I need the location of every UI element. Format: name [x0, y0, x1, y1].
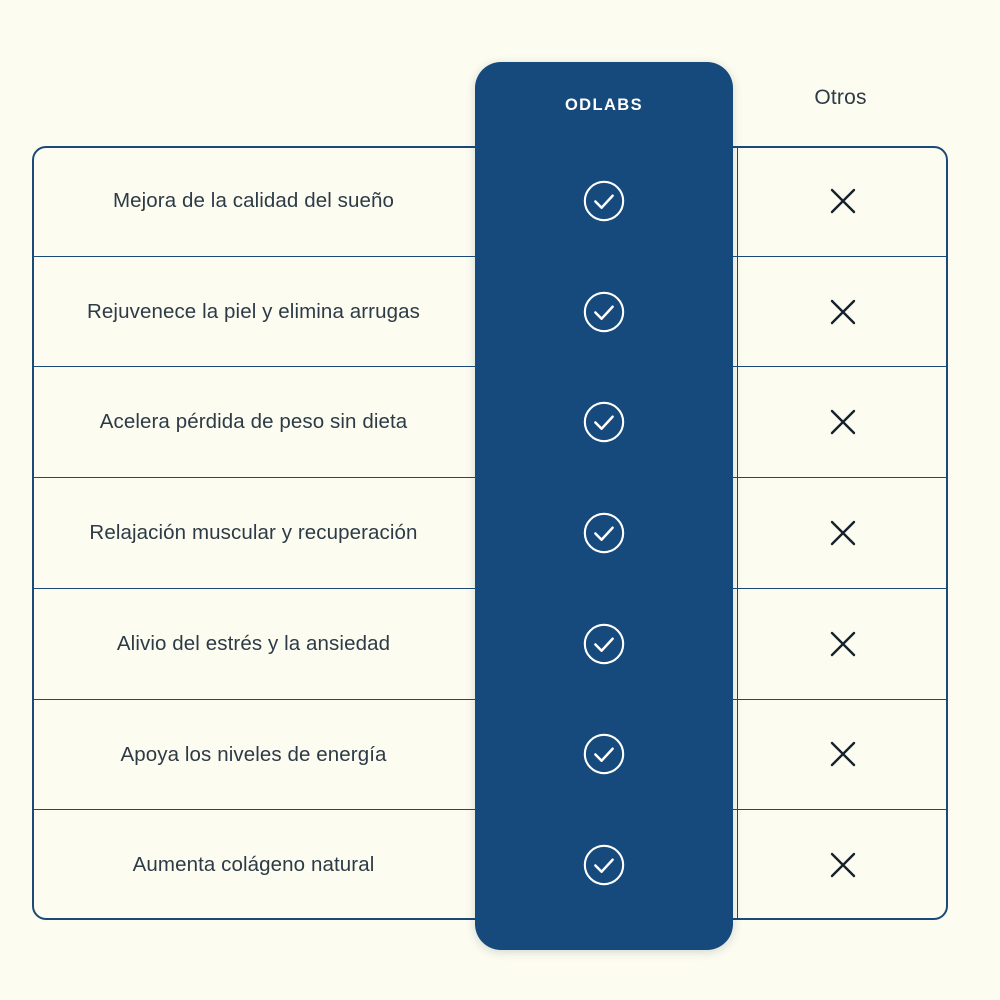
others-cell: [737, 589, 948, 699]
check-circle-icon: [581, 510, 627, 556]
others-cell: [737, 367, 948, 477]
others-cell: [737, 257, 948, 367]
x-mark-icon: [826, 737, 860, 771]
check-circle-icon: [581, 842, 627, 888]
brand-column: [475, 62, 733, 950]
others-cell: [737, 810, 948, 920]
brand-cell: [475, 588, 733, 699]
feature-label: Aumenta colágeno natural: [132, 853, 375, 877]
others-column-header: Otros: [814, 86, 867, 109]
x-mark-icon: [826, 405, 860, 439]
feature-label: Alivio del estrés y la ansiedad: [116, 631, 391, 655]
brand-check-list: [475, 146, 733, 920]
check-circle-icon: [581, 289, 627, 335]
x-mark-icon: [826, 627, 860, 661]
feature-label: Acelera pérdida de peso sin dieta: [99, 410, 408, 434]
others-cell: [737, 478, 948, 588]
brand-cell: [475, 257, 733, 368]
brand-cell: [475, 699, 733, 810]
brand-logo-text: ODLABS: [564, 96, 644, 114]
others-cell: [737, 700, 948, 810]
brand-cell: [475, 809, 733, 920]
check-circle-icon: [581, 731, 627, 777]
brand-cell: [475, 367, 733, 478]
check-circle-icon: [581, 621, 627, 667]
feature-label: Rejuvenece la piel y elimina arrugas: [87, 299, 420, 323]
x-mark-icon: [826, 295, 860, 329]
feature-label: Mejora de la calidad del sueño: [112, 189, 395, 212]
x-mark-icon: [826, 848, 860, 882]
check-circle-icon: [581, 178, 627, 224]
x-mark-icon: [826, 184, 860, 218]
x-mark-icon: [826, 516, 860, 550]
feature-label: Apoya los niveles de energía: [120, 742, 387, 766]
brand-cell: [475, 478, 733, 589]
brand-cell: [475, 146, 733, 257]
others-cell: [737, 146, 948, 256]
feature-label: Relajación muscular y recuperación: [89, 521, 418, 545]
check-circle-icon: [581, 399, 627, 445]
